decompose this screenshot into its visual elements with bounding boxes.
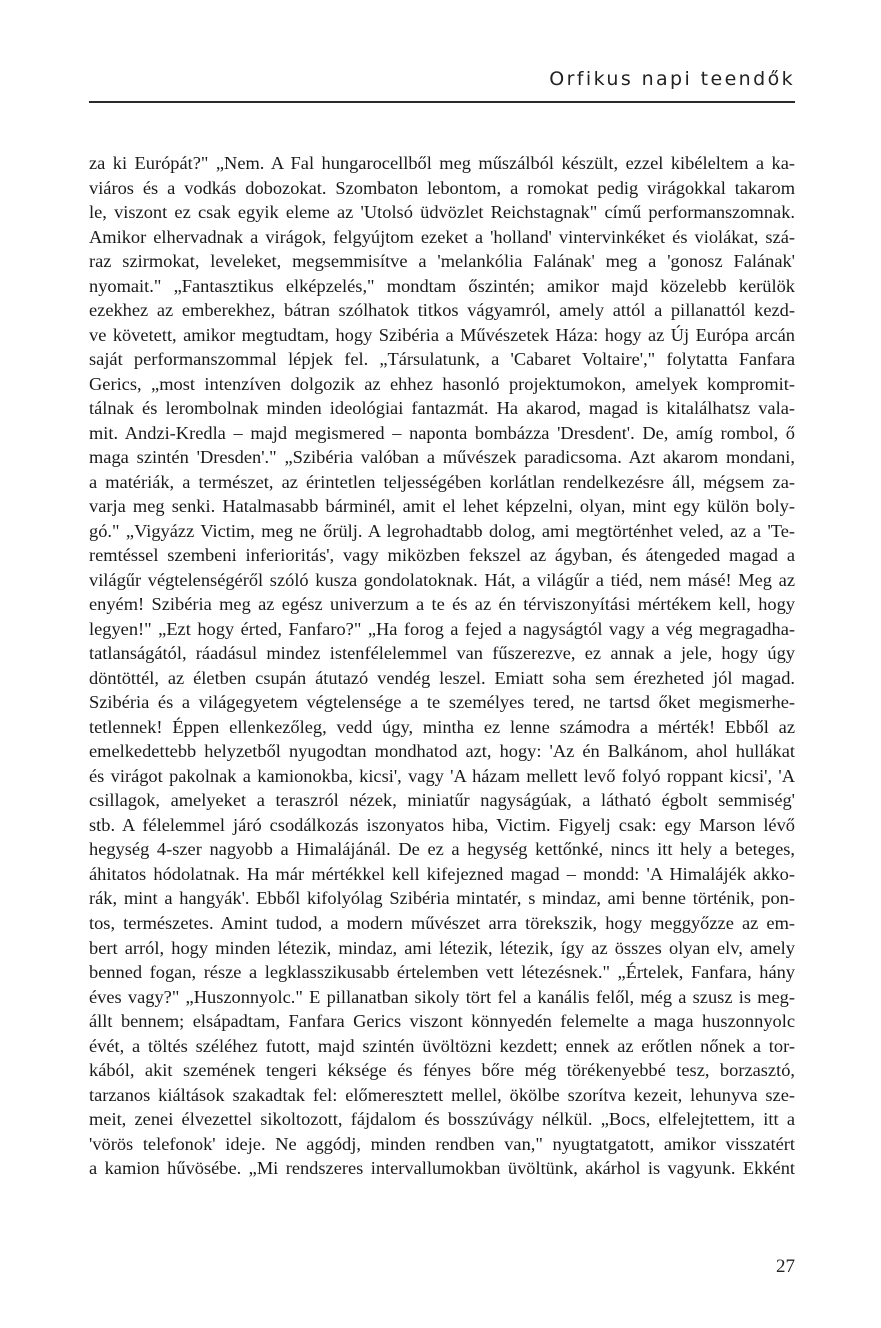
text-line: világűr végtelenségéről szóló kusza gondolatoknak. Hát, a világűr a tiéd, nem másé! Meg az	[89, 569, 795, 590]
text-line: raz szirmokat, leveleket, megsemmisítve a 'melankólia Falának' meg a 'gonosz Falának'	[89, 251, 795, 272]
text-line: le, viszont ez csak egyik eleme az 'Utolsó üdvözlet Reichstagnak" című performanszomnak.	[89, 202, 795, 223]
text-line: évét, a töltés széléhez futott, majd szintén üvöltözni kezdett; ennek az erőtlen nőnek a tor-	[89, 1035, 795, 1056]
text-line: hegység 4-szer nagyobb a Himalájánál. De ez a hegység kettőnké, nincs itt hely a beteges,	[89, 839, 795, 860]
text-line: Gerics, „most intenzíven dolgozik az ehhez hasonló projektumokon, amelyek kompromit-	[89, 373, 795, 394]
text-line: rák, mint a hangyák'. Ebből kifolyólag Szibéria mintatér, s mindaz, ami benne történik, pon-	[89, 888, 795, 909]
text-line: és virágot pakolnak a kamionokba, kicsi', vagy 'A házam mellett levő folyó roppant kicsi', 'A	[89, 765, 795, 786]
text-line: csillagok, amelyeket a teraszról nézek, miniatűr nagyságúak, a látható égbolt semmiség'	[89, 790, 795, 811]
text-line: benned fogan, része a legklasszikusabb értelemben vett létezésnek." „Értelek, Fanfara, hány	[89, 962, 795, 983]
text-line: varja meg senki. Hatalmasabb bárminél, amit el lehet képzelni, olyan, mint egy külön boly-	[89, 496, 795, 517]
text-line: áhitatos hódolatnak. Ha már mértékkel kell kifejezned magad – mondd: 'A Himalájék akko-	[89, 863, 795, 884]
text-line: remtéssel szembeni inferioritás', vagy miközben fekszel az ágyban, és átengeded magad a	[89, 545, 795, 566]
text-line: legyen!" „Ezt hogy érted, Fanfaro?" „Ha forog a fejed a nagyságtól vagy a vég megragadha-	[89, 618, 795, 639]
text-line: viáros és a vodkás dobozokat. Szombaton lebontom, a romokat pedig virágokkal takarom	[89, 177, 795, 198]
text-line: tos, természetes. Amint tudod, a modern művészet arra törekszik, hogy meggyőzze az em-	[89, 912, 795, 933]
text-line: bert arról, hogy minden létezik, mindaz, ami létezik, létezik, így az összes olyan elv, amely	[89, 937, 795, 958]
text-line: ezekhez az emberekhez, bátran szólhatok titkos vágyamról, amely attól a pillanattól kezd-	[89, 300, 795, 321]
text-line: nyomait." „Fantasztikus elképzelés," mondtam őszintén; amikor majd közelebb kerülök	[89, 275, 795, 296]
text-line: enyém! Szibéria meg az egész univerzum a te és az én térviszonyítási mértékem kell, hogy	[89, 594, 795, 615]
text-line: stb. A félelemmel járó csodálkozás iszonyatos hiba, Victim. Figyelj csak: egy Marson lévő	[89, 814, 795, 835]
body-text	[89, 151, 795, 1181]
text-line: Amikor elhervadnak a virágok, felgyújtom ezeket a 'holland' vintervinkéket és violákat, szá-	[89, 226, 795, 247]
header-rule	[89, 101, 795, 103]
running-header-title: Orfikus napi teendők	[549, 68, 795, 90]
text-line: mit. Andzi-Kredla – majd megismered – naponta bombázza 'Dresdent'. De, amíg rombol, ő	[89, 422, 795, 443]
text-line: kából, akit szemének tengeri kéksége és fényes bőre még törékenyebbé tesz, borzasztó,	[89, 1060, 795, 1081]
text-line: emelkedettebb helyzetből nyugodtan mondhatod azt, hogy: 'Az én Balkánom, ahol hullákat	[89, 741, 795, 762]
text-line: meit, zenei élvezettel sikoltozott, fájdalom és bosszúvágy nélkül. „Bocs, elfelejtettem, itt a	[89, 1109, 795, 1130]
text-line: tálnak és lerombolnak minden ideológiai fantazmát. Ha akarod, magad is kitalálhatsz vala-	[89, 398, 795, 419]
text-line: 'vörös telefonok' ideje. Ne aggódj, minden rendben van," nyugtatgatott, amikor visszatért	[89, 1133, 795, 1154]
text-line: tarzanos kiáltások szakadtak fel: előmeresztett mellel, ökölbe szorítva kezeit, lehunyva sze-	[89, 1084, 795, 1105]
text-line: ve követett, amikor megtudtam, hogy Szibéria a Művészetek Háza: hogy az Új Európa arcán	[89, 324, 795, 345]
text-line: állt bennem; elsápadtam, Fanfara Gerics viszont könnyedén felemelte a maga huszonnyolc	[89, 1011, 795, 1032]
text-line: éves vagy?" „Huszonnyolc." E pillanatban sikoly tört fel a kanális felől, még a szusz is meg-	[89, 986, 795, 1007]
text-line: gó." „Vigyázz Victim, meg ne őrülj. A legrohadtabb dolog, ami megtörténhet veled, az a 'Te-	[89, 520, 795, 541]
text-line: za ki Európát?" „Nem. A Fal hungarocellből meg műszálból készült, ezzel kibéleltem a ka-	[89, 153, 795, 173]
text-line: tetlennek! Éppen ellenkezőleg, vedd úgy, mintha ez lenne számodra a mérték! Ebből az	[89, 716, 795, 737]
text-line: saját performanszommal lépjek fel. „Társulatunk, a 'Cabaret Voltaire'," folytatta Fanfara	[89, 349, 795, 370]
text-line: tatlanságától, ráadásul mindez istenfélelemmel van fűszerezve, ez annak a jele, hogy úgy	[89, 643, 795, 664]
page-number: 27	[776, 1256, 795, 1277]
text-line: Szibéria és a világegyetem végtelensége a te személyes tered, ne tartsd őket megismerhe-	[89, 692, 795, 713]
text-line: a kamion hűvösébe. „Mi rendszeres intervallumokban üvöltünk, akárhol is vagyunk. Ekként	[89, 1158, 795, 1179]
text-line: döntöttél, az életben csupán átutazó vendég leszel. Emiatt soha sem érezheted jól magad.	[89, 667, 795, 688]
text-line: a matériák, a természet, az érintetlen teljességében korlátlan rendelkezésre áll, mégsem za-	[89, 471, 795, 492]
text-line: maga szintén 'Dresden'." „Szibéria valóban a művészek paradicsoma. Azt akarom mondani,	[89, 447, 795, 468]
